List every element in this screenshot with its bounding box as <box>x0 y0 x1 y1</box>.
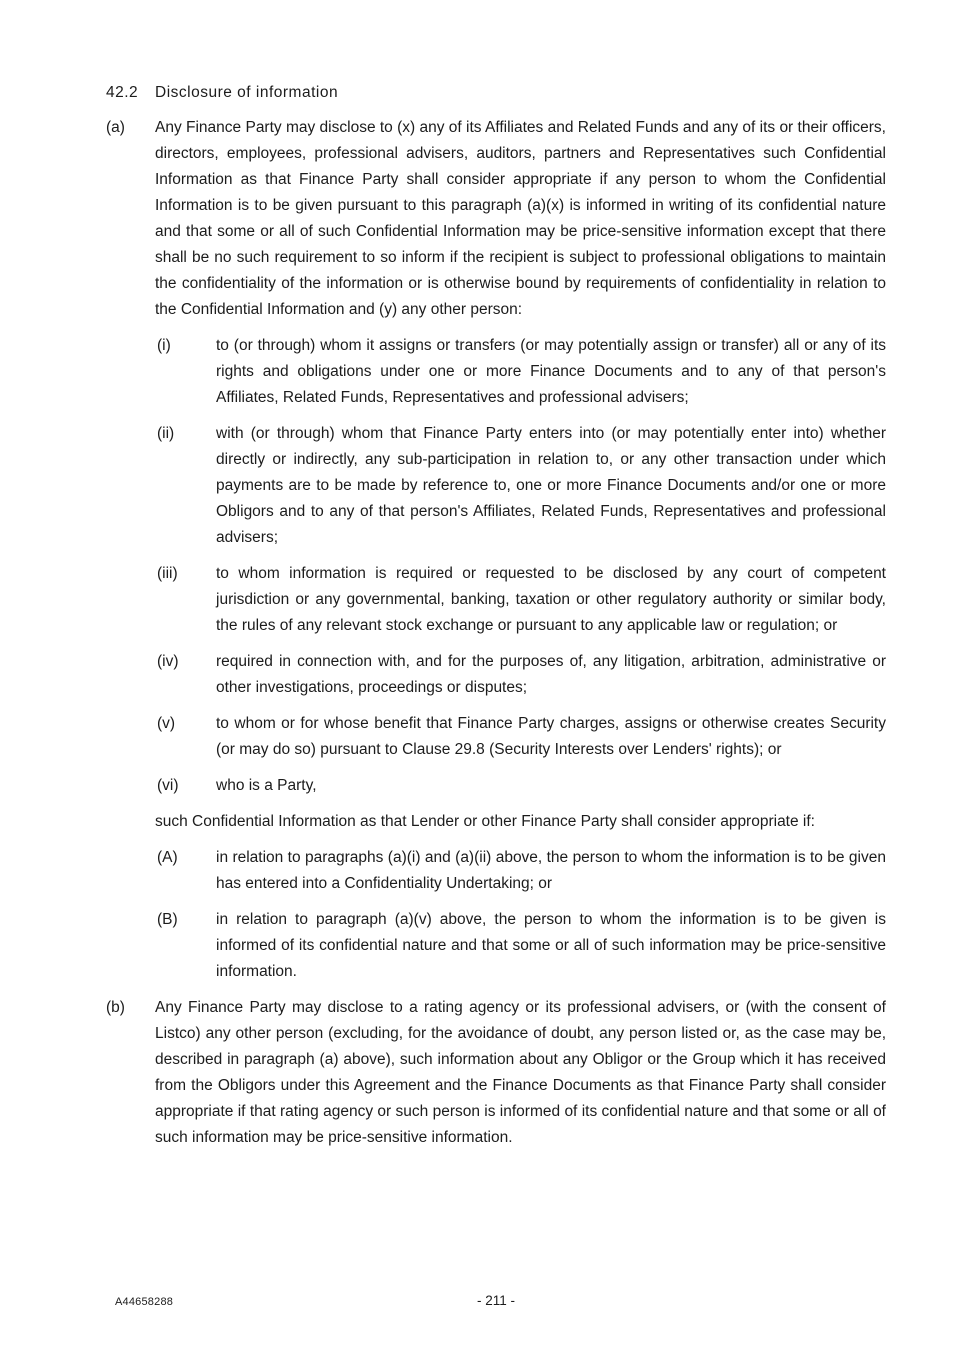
paragraph-b <box>106 995 886 1151</box>
section-heading <box>106 80 886 106</box>
list-item-v-label: (v) <box>157 715 176 732</box>
list-item-i-text: to (or through) whom it assigns or transfers (or may potentially assign or transfer) all or any of its rights and obligations under one or more Finance Documents and to any of that person's Affiliates, Related Funds, Representatives and professional advisers; <box>216 337 886 406</box>
document-content <box>106 80 886 1161</box>
subitem-A-label: (A) <box>157 849 178 866</box>
page-number: - 211 - <box>476 1293 515 1308</box>
paragraph-a-text: Any Finance Party may disclose to (x) any of its Affiliates and Related Funds and any of its or their officers, directors, employees, professional advisers, auditors, partners and Representatives such Confidential Information as that Finance Party shall consider appropriate if any person to whom the Confidential Information is to be given pursuant to this paragraph (a)(x) is informed in writing of its confidential nature and that some or all of such Confidential Information may be price-sensitive information except that there shall be no such requirement to so inform if the recipient is subject to professional obligations to maintain the confidentiality of the information or is otherwise bound by requirements of confidentiality in relation to the Confidential Information and (y) any other person: <box>155 119 886 318</box>
paragraph-a-continuation: such Confidential Information as that Lender or other Finance Party shall consider appropriate if: <box>155 813 815 830</box>
subitem-A-text: in relation to paragraphs (a)(i) and (a)(ii) above, the person to whom the information is to be given has entered into a Confidentiality Undertaking; or <box>216 849 886 892</box>
list-item-v <box>157 711 886 763</box>
subitem-B-label: (B) <box>157 911 178 928</box>
list-item-iii-text: to whom information is required or requested to be disclosed by any court of competent jurisdiction or any governmental, banking, taxation or other regulatory authority or similar body, the rules of any relevant stock exchange or pursuant to any applicable law or regulation; or <box>216 565 886 634</box>
list-item-iv <box>157 649 886 701</box>
list-item-vi-label: (vi) <box>157 777 179 794</box>
list-item-iii <box>157 561 886 639</box>
paragraph-a <box>106 115 886 323</box>
list-item-ii <box>157 421 886 551</box>
list-item-ii-label: (ii) <box>157 425 175 442</box>
paragraph-a-label: (a) <box>106 119 125 136</box>
list-item-vi-text: who is a Party, <box>216 777 317 794</box>
subitem-A <box>157 845 886 897</box>
list-item-vi <box>157 773 886 799</box>
subitem-B-text: in relation to paragraph (a)(v) above, the person to whom the information is to be given is informed of its confidential nature and that some or all of such information may be price-sensitive information. <box>216 911 886 980</box>
paragraph-b-label: (b) <box>106 999 125 1016</box>
list-item-iv-label: (iv) <box>157 653 179 670</box>
subitem-B <box>157 907 886 985</box>
list-item-i <box>157 333 886 411</box>
list-item-i-label: (i) <box>157 337 171 354</box>
section-title: Disclosure of information <box>155 84 339 101</box>
list-item-v-text: to whom or for whose benefit that Finance Party charges, assigns or otherwise creates Security (or may do so) pursuant to Clause 29.8 (Security Interests over Lenders' rights); or <box>216 715 886 758</box>
list-item-ii-text: with (or through) whom that Finance Party enters into (or may potentially enter into) whether directly or indirectly, any sub-participation in relation to, or any other transaction under which payments are to be made by reference to, one or more Finance Documents and/or one or more Obligors and to any of that person's Affiliates, Related Funds, Representatives and professional advisers; <box>216 425 886 546</box>
list-item-iii-label: (iii) <box>157 565 178 582</box>
document-id: A44658288 <box>115 1296 174 1308</box>
paragraph-b-text: Any Finance Party may disclose to a rating agency or its professional advisers, or (with the consent of Listco) any other person (excluding, for the avoidance of doubt, any person listed or, as the case may be, described in paragraph (a) above), such information about any Obligor or the Group which it has received from the Obligors under this Agreement and the Finance Documents as that Finance Party shall consider appropriate if that rating agency or such person is informed of its confidential nature and that some or all of such information may be price-sensitive information. <box>155 999 886 1146</box>
section-number: 42.2 <box>106 84 139 101</box>
list-item-iv-text: required in connection with, and for the purposes of, any litigation, arbitration, administrative or other investigations, proceedings or disputes; <box>216 653 886 696</box>
